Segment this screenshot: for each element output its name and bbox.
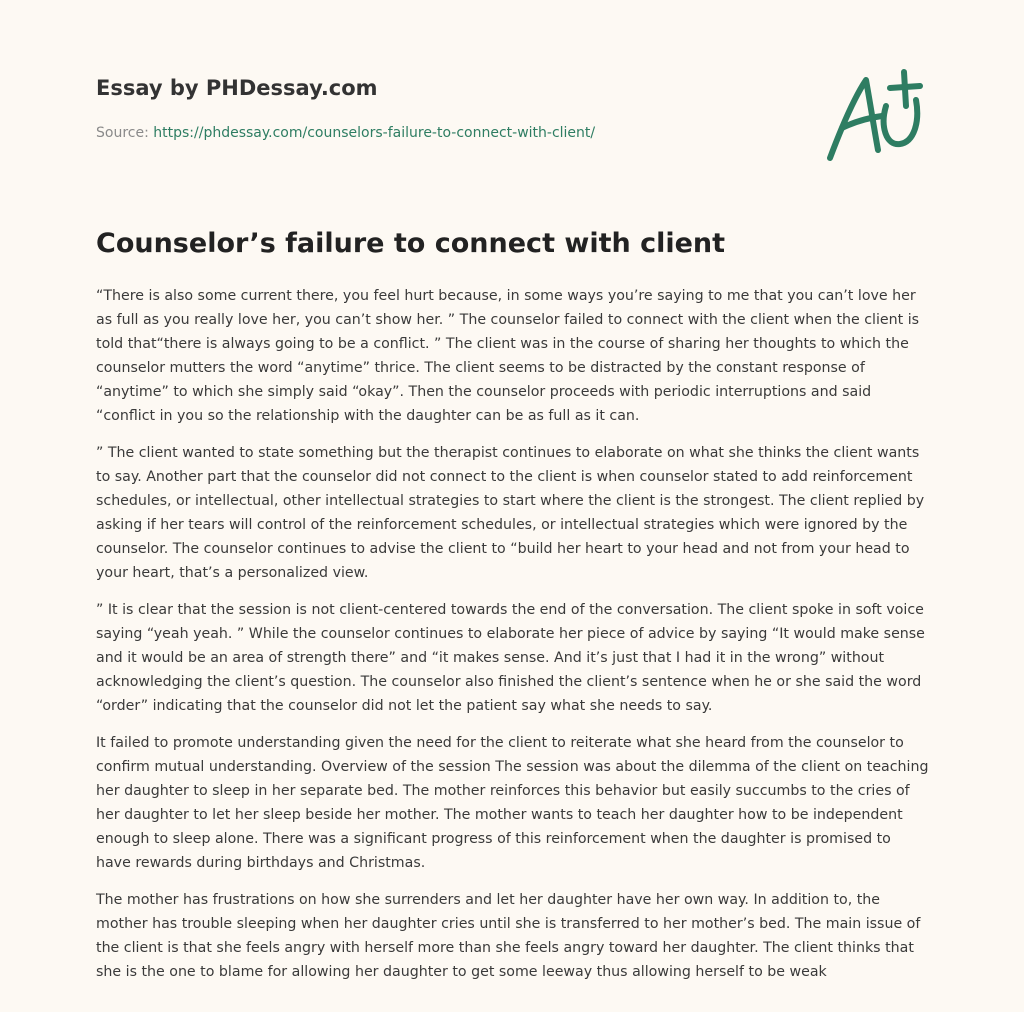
essay-paragraph: The mother has frustrations on how she surrenders and let her daughter have her own way. In addition to, the mother has trouble sleeping when her daughter cries until she is transferred to her mother’s bed. The main issue of the client is that she feels angry with herself more than she feels angry toward her daughter. The client thinks that she is the one to blame for allowing her daughter to get some leeway thus allowing herself to be weak: [96, 892, 921, 980]
source-line: [96, 125, 595, 141]
source-label: Source:: [96, 125, 154, 141]
essay-title: Counselor’s failure to connect with client: [96, 228, 726, 259]
essay-body: [96, 284, 930, 997]
essay-paragraph: “There is also some current there, you feel hurt because, in some ways you’re saying to me that you can’t love her as full as you really love her, you can’t show her. ” The counselor failed to connect with the client when the client is told that“there is always going to be a conflict. ” The client was in the course of sharing her thoughts to which the counselor mutters the word “anytime” thrice. The client seems to be distracted by the constant response of “anytime” to which she simply said “okay”. Then the counselor proceeds with periodic interruptions and said “conflict in you so the relationship with the daughter can be as full as it can.: [96, 288, 920, 424]
essay-paragraph: It failed to promote understanding given the need for the client to reiterate what she heard from the counselor to confirm mutual understanding. Overview of the session The session was about the dilemma of the client on teaching her daughter to sleep in her separate bed. The mother reinforces this behavior but easily succumbs to the cries of her daughter to let her sleep beside her mother. The mother wants to teach her daughter how to be independent enough to sleep alone. There was a significant progress of this reinforcement when the daughter is promised to have rewards during birthdays and Christmas.: [96, 735, 929, 871]
site-brand: Essay by PHDessay.com: [96, 76, 378, 100]
essay-paragraph: ” The client wanted to state something but the therapist continues to elaborate on what she thinks the client wants to say. Another part that the counselor did not connect to the client is when counselor stated to add reinforcement schedules, or intellectual, other intellectual strategies to start where the client is the strongest. The client replied by asking if her tears will control of the reinforcement schedules, or intellectual strategies which were ignored by the counselor. The counselor continues to advise the client to “build her heart to your head and not from your head to your heart, that’s a personalized view.: [96, 445, 925, 581]
source-link[interactable]: https://phdessay.com/counselors-failure-to-connect-with-client/: [153, 125, 596, 141]
essay-paragraph: ” It is clear that the session is not client-centered towards the end of the conversation. The client spoke in soft voice saying “yeah yeah. ” While the counselor continues to elaborate her piece of advice by saying “It would make sense and it would be an area of strength there” and “it makes sense. And it’s just that I had it in the wrong” without acknowledging the client’s question. The counselor also finished the client’s sentence when he or she said the word “order” indicating that the counselor did not let the patient say what she needs to say.: [96, 602, 925, 714]
a-plus-logo-icon: [820, 66, 930, 166]
